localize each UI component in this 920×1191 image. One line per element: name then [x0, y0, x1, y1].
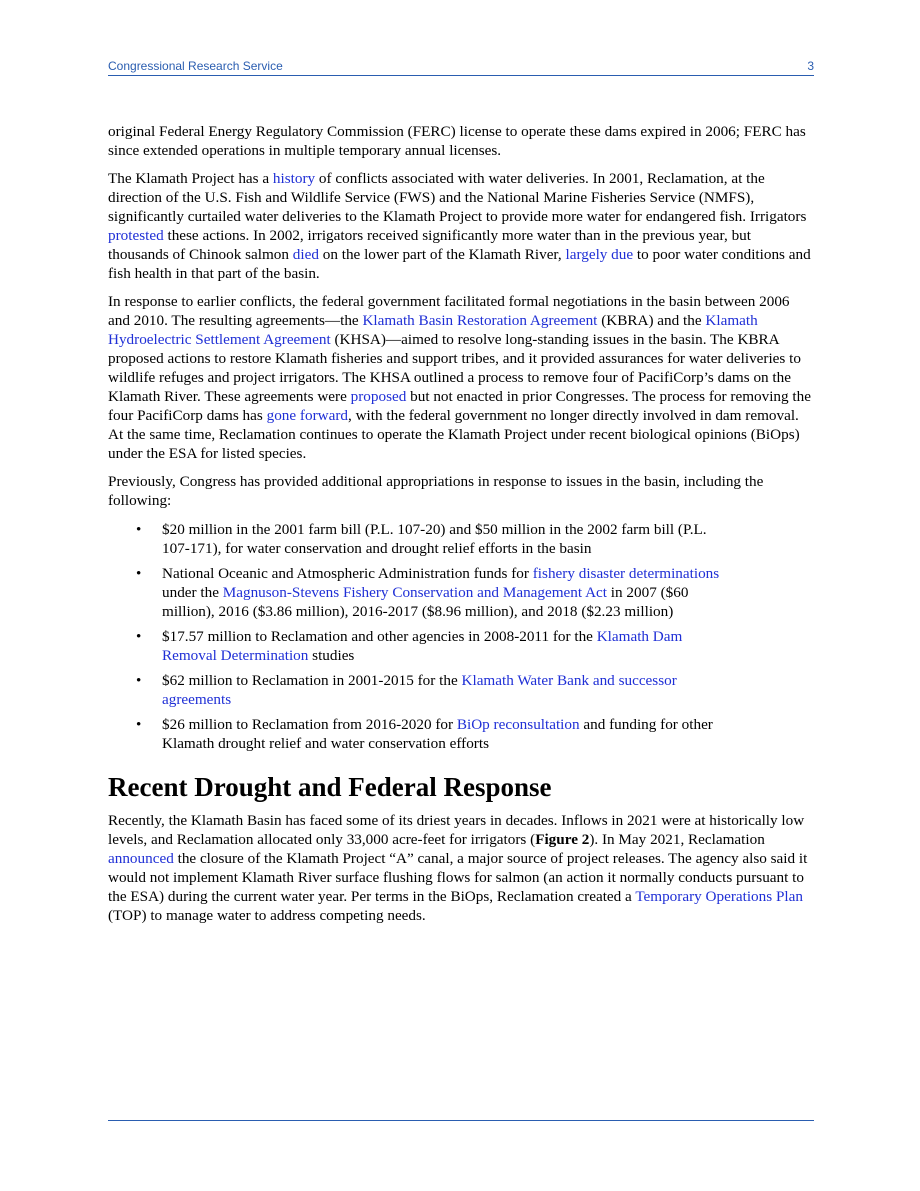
paragraph-recent-drought	[108, 811, 814, 925]
text-run: the closure of the Klamath Project “A” canal, a major source of project releases. The agency also said it would not implement Klamath River surface flushing flows for salmon (an action it normally conducts pursuant to the ESA) during the current water year. Per terms in the BiOps, Reclamation created a	[108, 850, 808, 905]
bullet-icon: •	[136, 628, 142, 645]
list-item	[108, 671, 730, 709]
bullet-icon: •	[136, 521, 142, 538]
header-divider	[108, 75, 814, 76]
text-run: (TOP) to manage water to address competing needs.	[108, 907, 426, 924]
text-run: and funding for other Klamath drought relief and water conservation efforts	[162, 716, 713, 752]
text-run: $62 million to Reclamation in 2001-2015 for the	[162, 672, 462, 689]
paragraph-project-history	[108, 169, 814, 283]
text-run: studies	[308, 647, 355, 664]
link-magnuson-stevens[interactable]: Magnuson-Stevens Fishery Conservation and Management Act	[222, 584, 607, 601]
paragraph-negotiations	[108, 292, 814, 463]
document-body	[108, 122, 814, 934]
text-run: under the	[162, 584, 223, 601]
link-protested[interactable]: protested	[108, 227, 164, 244]
bullet-icon: •	[136, 716, 142, 733]
text-run: in 2007 ($60 million), 2016 ($3.86 million), 2016-2017 ($8.96 million), and 2018 ($2.23 million)	[162, 584, 689, 620]
link-temporary-operations-plan[interactable]: Temporary Operations Plan	[635, 888, 803, 905]
header-source: Congressional Research Service	[108, 59, 283, 73]
text-run: $17.57 million to Reclamation and other agencies in 2008-2011 for the	[162, 628, 597, 645]
paragraph-appropriations-intro: Previously, Congress has provided additional appropriations in response to issues in the basin, including the following:	[108, 473, 764, 509]
appropriations-list	[108, 520, 814, 753]
section-heading: Recent Drought and Federal Response	[108, 772, 552, 802]
text-run: Recently, the Klamath Basin has faced some of its driest years in decades. Inflows in 2021 were at historically low levels, and Reclamation allocated only 33,000 acre-feet for irrigators (	[108, 812, 805, 848]
text-run: The Klamath Project has a	[108, 170, 273, 187]
text-run: but not enacted in prior Congresses. The process for removing the four PacifiCorp dams has	[108, 388, 811, 424]
link-water-bank[interactable]: Klamath Water Bank and successor agreements	[162, 672, 677, 708]
figure-reference: Figure 2	[535, 831, 590, 848]
page-number: 3	[807, 59, 814, 73]
text-run: on the lower part of the Klamath River,	[318, 246, 566, 263]
text-run: $20 million in the 2001 farm bill (P.L. 107-20) and $50 million in the 2002 farm bill (P.L. 107-171), for water conservation and drought relief efforts in the basin	[162, 521, 707, 557]
text-run: $26 million to Reclamation from 2016-2020 for	[162, 716, 457, 733]
footer-divider	[108, 1120, 814, 1121]
link-announced[interactable]: announced	[108, 850, 174, 867]
link-died[interactable]: died	[292, 246, 319, 263]
paragraph-ferc-license: original Federal Energy Regulatory Commission (FERC) license to operate these dams expired in 2006; FERC has since extended operations in multiple temporary annual licenses.	[108, 123, 806, 159]
text-run: to poor water conditions and fish health in that part of the basin.	[108, 246, 811, 282]
text-run: ). In May 2021, Reclamation	[589, 831, 765, 848]
link-dam-removal[interactable]: Klamath Dam Removal Determination	[162, 628, 683, 664]
text-run: National Oceanic and Atmospheric Administration funds for	[162, 565, 533, 582]
text-run: these actions. In 2002, irrigators received significantly more water than in the previous year, but thousands of Chinook salmon	[108, 227, 751, 263]
text-run: (KBRA) and the	[597, 312, 706, 329]
link-proposed[interactable]: proposed	[350, 388, 407, 405]
list-item	[108, 520, 730, 558]
link-kbra[interactable]: Klamath Basin Restoration Agreement	[362, 312, 598, 329]
bullet-icon: •	[136, 565, 142, 582]
page-header	[108, 59, 814, 75]
text-run: of conflicts associated with water deliveries. In 2001, Reclamation, at the direction of the U.S. Fish and Wildlife Service (FWS) and the National Marine Fisheries Service (NMFS), significantly curtailed water deliveries to the Klamath Project to provide more water for endangered fish. Irrigators	[108, 170, 807, 225]
link-khsa[interactable]: Klamath Hydroelectric Settlement Agreement	[108, 312, 758, 348]
text-run: , with the federal government no longer directly involved in dam removal. At the same time, Reclamation continues to operate the Klamath Project under recent biological opinions (BiOps) under the ESA for listed species.	[108, 407, 800, 462]
text-run: (KHSA)—aimed to resolve long-standing issues in the basin. The KBRA proposed actions to restore Klamath fisheries and support tribes, and it provided assurances for water deliveries to wildlife refuges and project irrigators. The KHSA outlined a process to remove four of PacifiCorp’s dams on the Klamath River. These agreements were	[108, 331, 801, 405]
link-gone-forward[interactable]: gone forward	[266, 407, 348, 424]
link-biop-reconsultation[interactable]: BiOp reconsultation	[456, 716, 580, 733]
list-item	[108, 715, 730, 753]
link-history[interactable]: history	[272, 170, 316, 187]
link-largely-due[interactable]: largely due	[565, 246, 634, 263]
text-run: In response to earlier conflicts, the federal government facilitated formal negotiations in the basin between 2006 and 2010. The resulting agreements—the	[108, 293, 790, 329]
link-fishery-disaster[interactable]: fishery disaster determinations	[532, 565, 720, 582]
list-item	[108, 564, 730, 621]
list-item	[108, 627, 730, 665]
bullet-icon: •	[136, 672, 142, 689]
